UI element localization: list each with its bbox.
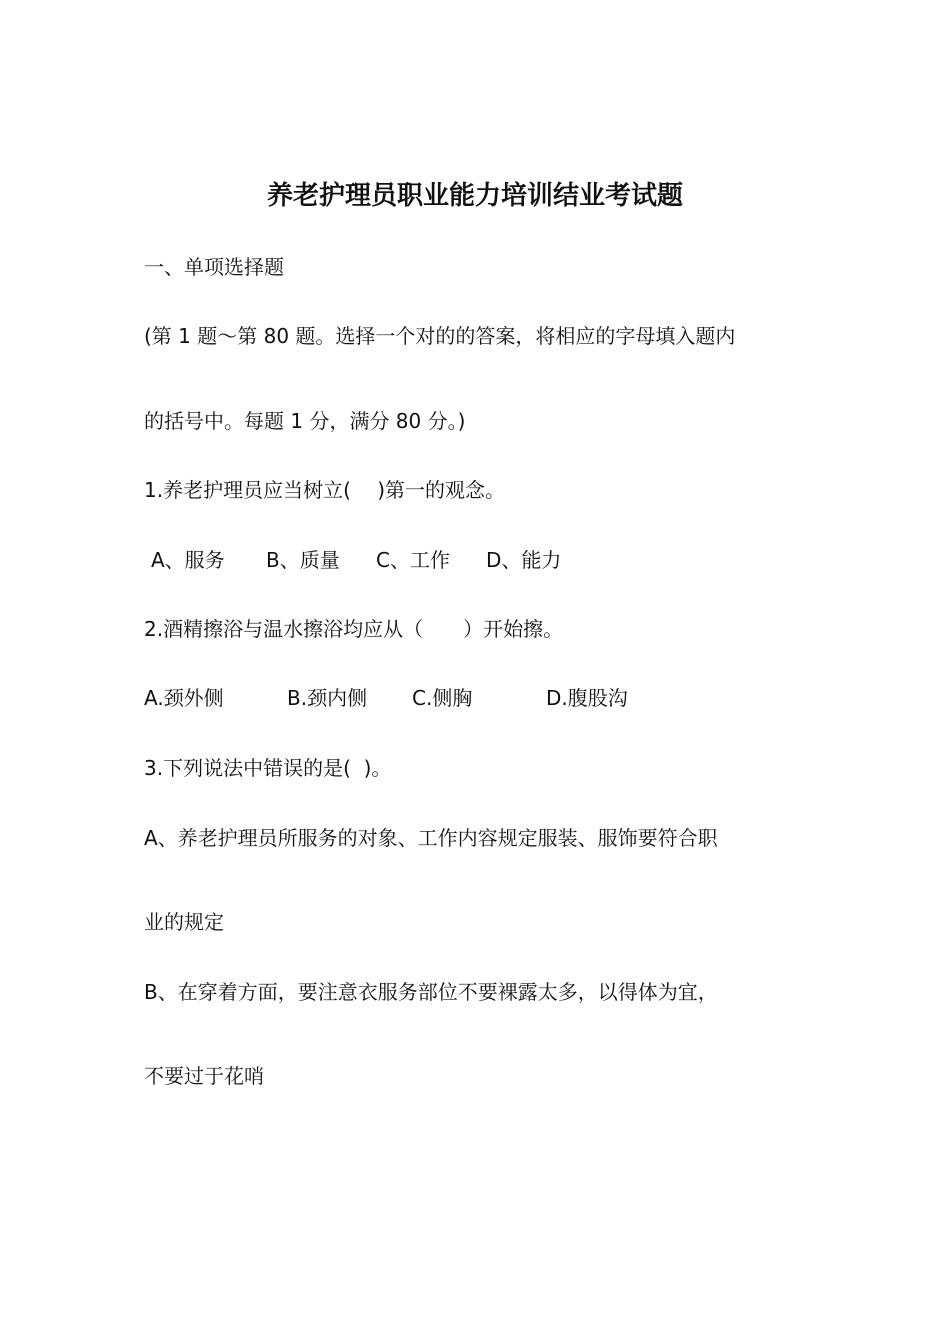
instructions-line-2: 的括号中。每题 1 分，满分 80 分。) (144, 409, 466, 433)
instructions-line-1: (第 1 题～第 80 题。选择一个对的的答案，将相应的字母填入题内 (144, 324, 736, 348)
question-2-option-a: A.颈外侧 (144, 686, 224, 710)
question-2-option-c: C.侧胸 (412, 686, 473, 710)
question-3-stem: 3.下列说法中错误的是( )。 (144, 756, 392, 780)
question-3-option-a-line-2: 业的规定 (144, 910, 224, 934)
question-1-option-b: B、质量 (266, 548, 340, 572)
question-2-option-b: B.颈内侧 (287, 686, 368, 710)
question-1-option-a: A、服务 (151, 548, 225, 572)
question-1-option-c: C、工作 (376, 548, 450, 572)
section-heading: 一、单项选择题 (144, 255, 284, 279)
question-1-option-d: D、能力 (486, 548, 562, 572)
question-3-option-b-line-1: B、在穿着方面，要注意衣服务部位不要裸露太多，以得体为宜， (144, 980, 718, 1004)
question-2-option-d: D.腹股沟 (546, 686, 628, 710)
question-2-stem: 2.酒精擦浴与温水擦浴均应从（ ）开始擦。 (144, 617, 564, 641)
question-3-option-a-line-1: A、养老护理员所服务的对象、工作内容规定服装、服饰要符合职 (144, 826, 718, 850)
question-3-option-b-line-2: 不要过于花哨 (144, 1064, 264, 1088)
page-title: 养老护理员职业能力培训结业考试题 (266, 181, 683, 211)
question-1-stem: 1.养老护理员应当树立( )第一的观念。 (144, 478, 506, 502)
